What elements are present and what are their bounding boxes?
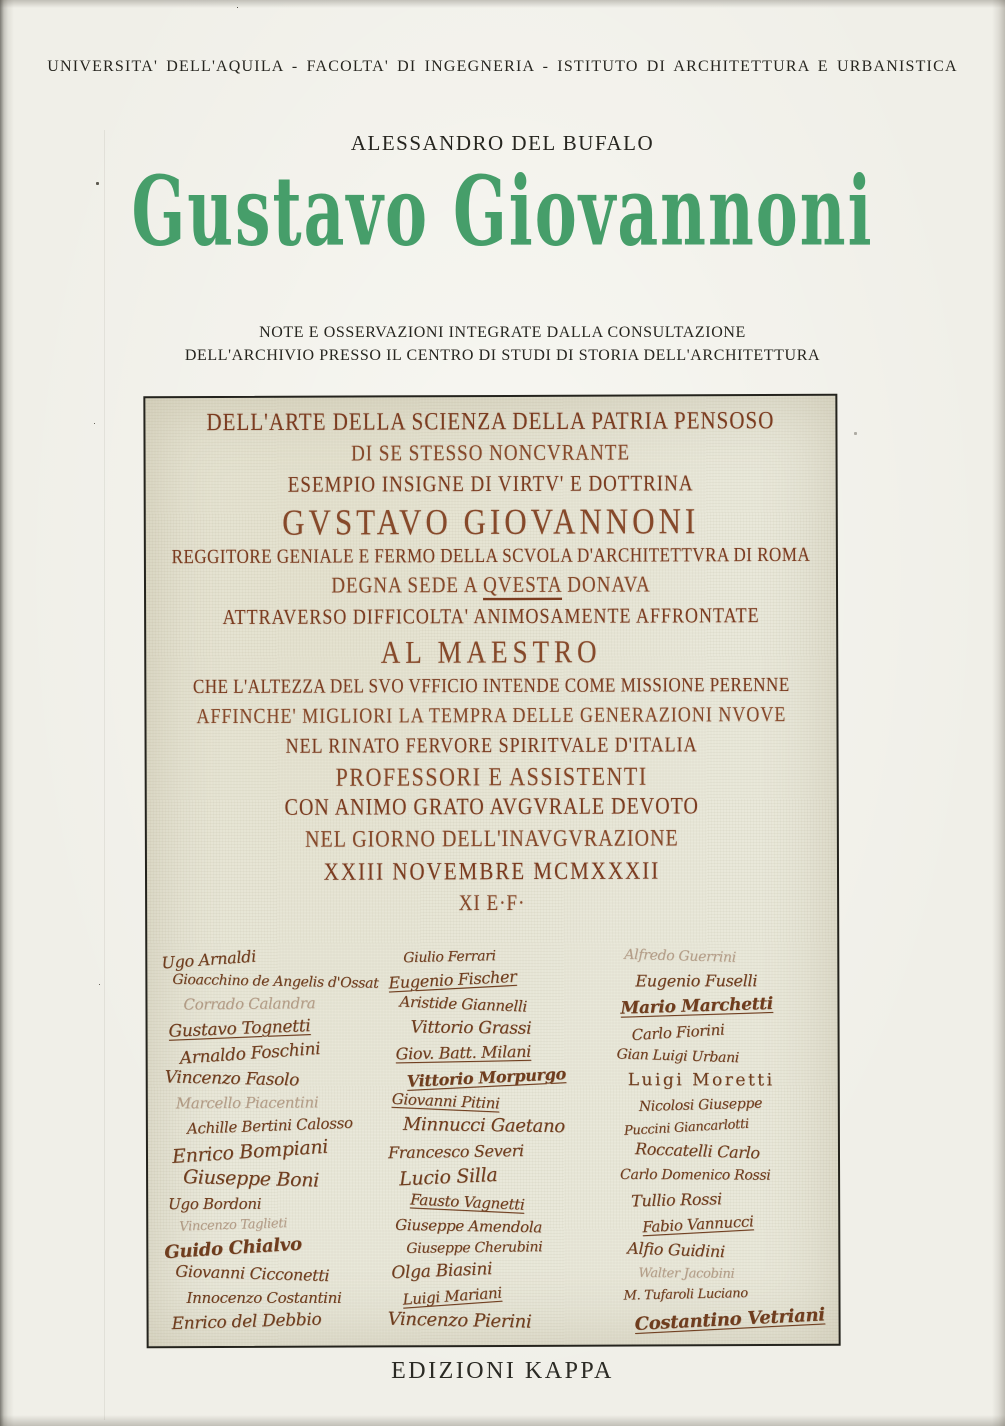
- institution-line: UNIVERSITA' DELL'AQUILA - FACOLTA' DI INGEGNERIA - ISTITUTO DI ARCHITETTURA E URBANISTICA: [47, 58, 958, 75]
- signature: Walter Jacobini: [638, 1265, 735, 1282]
- signature: Alfredo Guerrini: [624, 946, 737, 966]
- signature: Innocenzo Costantini: [186, 1288, 342, 1307]
- signature: M. Tufaroli Luciano: [623, 1286, 748, 1304]
- signature: Giuseppe Amendola: [395, 1215, 543, 1236]
- signature: Olga Biasini: [391, 1259, 493, 1284]
- signature-column: [160, 946, 387, 1334]
- subtitle-line-2: DELL'ARCHIVIO PRESSO IL CENTRO DI STUDI DI STORIA DELL'ARCHITETTURA: [184, 347, 821, 365]
- signature: Carlo Fiorini: [631, 1020, 725, 1045]
- signature: Giulio Ferrari: [403, 948, 496, 967]
- signature: Costantino Vetriani: [634, 1304, 826, 1335]
- signature: Nicolosi Giuseppe: [638, 1095, 763, 1115]
- plaque-line: DELL'ARTE DELLA SCIENZA DELLA PATRIA PENSOSO: [206, 405, 775, 437]
- signature: Luigi Mariani: [401, 1283, 503, 1309]
- plaque-line: DEGNA SEDE A QVESTA DONAVA: [331, 572, 651, 599]
- signatures-block: [160, 946, 828, 1335]
- signature-column: [386, 949, 617, 1332]
- signature: Vincenzo Taglieti: [179, 1216, 288, 1235]
- signature: Marcello Piacentini: [175, 1093, 319, 1113]
- signature: Lucio Silla: [398, 1163, 498, 1191]
- plaque-line: NEL RINATO FERVORE SPIRITVALE D'ITALIA: [285, 732, 698, 758]
- signature: Vincenzo Fasolo: [164, 1067, 300, 1091]
- plaque-photo: [143, 394, 840, 1348]
- signature: Puccini Giancarlotti: [623, 1116, 750, 1139]
- author-name: ALESSANDRO DEL BUFALO: [350, 131, 655, 155]
- signature: Giuseppe Boni: [182, 1165, 320, 1192]
- book-title-text: Gustavo Giovannoni: [131, 154, 874, 268]
- signature: Ugo Bordoni: [168, 1194, 262, 1214]
- plaque-line: GVSTAVO GIOVANNONI: [282, 500, 700, 543]
- signature: Guido Chialvo: [163, 1233, 303, 1264]
- signature: Carlo Domenico Rossi: [620, 1166, 771, 1184]
- publisher-name: EDIZIONI KAPPA: [391, 1358, 614, 1384]
- signature: Giuseppe Cherubini: [406, 1239, 543, 1257]
- plaque-line: DI SE STESSO NONCVRANTE: [351, 440, 631, 467]
- plaque-line: CON ANIMO GRATO AVGVRALE DEVOTO: [284, 793, 699, 821]
- plaque-line: CHE L'ALTEZZA DEL SVO VFFICIO INTENDE COME MISSIONE PERENNE: [192, 673, 790, 698]
- signature: Francesco Severi: [387, 1140, 524, 1162]
- book-title: [0, 154, 1005, 304]
- signature: Gustavo Tognetti: [168, 1015, 311, 1042]
- scan-edge-top: [0, 0, 1005, 8]
- plaque-inscription: [145, 396, 837, 917]
- plaque-line: AFFINCHE' MIGLIORI LA TEMPRA DELLE GENERAZIONI NVOVE: [196, 702, 787, 728]
- signature: Achille Bertini Calosso: [186, 1114, 353, 1139]
- plaque-line: ESEMPIO INSIGNE DI VIRTV' E DOTTRINA: [287, 471, 694, 498]
- signature: Alfio Guidini: [626, 1238, 726, 1262]
- signature: Mario Marchetti: [620, 994, 774, 1019]
- signature: Enrico Bompiani: [171, 1135, 329, 1168]
- signature: Vincenzo Pierini: [387, 1308, 532, 1333]
- signature: Luigi Moretti: [627, 1070, 775, 1091]
- plaque-line: REGGITORE GENIALE E FERMO DELLA SCVOLA D'ARCHITETTVRA DI ROMA: [171, 543, 811, 568]
- plaque-line: PROFESSORI E ASSISTENTI: [335, 761, 648, 792]
- scan-edge-bottom: [0, 1415, 1005, 1426]
- signature: Fausto Vagnetti: [409, 1190, 525, 1215]
- signature: Eugenio Fuselli: [635, 970, 758, 991]
- plaque-underlined-word: QVESTA: [483, 573, 561, 600]
- plaque-line: XXIII NOVEMBRE MCMXXXII: [323, 856, 661, 886]
- signature: Corrado Calandra: [183, 994, 316, 1014]
- signature: Giov. Batt. Milani: [395, 1042, 532, 1064]
- signature: Minnucci Gaetano: [402, 1114, 565, 1138]
- signature: Vittorio Grassi: [410, 1017, 532, 1039]
- plaque-line: NEL GIORNO DELL'INAVGVRAZIONE: [305, 825, 679, 853]
- signature: Giovanni Pitini: [391, 1089, 500, 1113]
- signature: Aristide Giannelli: [399, 992, 528, 1016]
- signature-column: [616, 946, 828, 1335]
- signature: Ugo Arnaldi: [160, 946, 257, 973]
- signature: Fabio Vannucci: [641, 1212, 754, 1237]
- signature: Giovanni Cicconetti: [175, 1261, 330, 1286]
- signature: Tullio Rossi: [630, 1188, 723, 1211]
- signature: Gioacchino de Angelis d'Ossat: [172, 971, 379, 992]
- plaque-line: AL MAESTRO: [380, 633, 602, 670]
- signature: Roccatelli Carlo: [634, 1139, 761, 1163]
- signature: Gian Luigi Urbani: [616, 1046, 740, 1066]
- signature: Eugenio Fischer: [387, 967, 517, 993]
- signature: Arnaldo Foschini: [179, 1038, 321, 1069]
- plaque-line: XI E·F·: [458, 890, 526, 917]
- subtitle-line-1: NOTE E OSSERVAZIONI INTEGRATE DALLA CONSULTAZIONE: [259, 324, 746, 341]
- subtitle: [0, 321, 1005, 367]
- signature: Enrico del Debbio: [171, 1309, 322, 1334]
- signature: Vittorio Morpurgo: [406, 1063, 567, 1091]
- plaque-line: ATTRAVERSO DIFFICOLTA' ANIMOSAMENTE AFFRONTATE: [222, 603, 760, 629]
